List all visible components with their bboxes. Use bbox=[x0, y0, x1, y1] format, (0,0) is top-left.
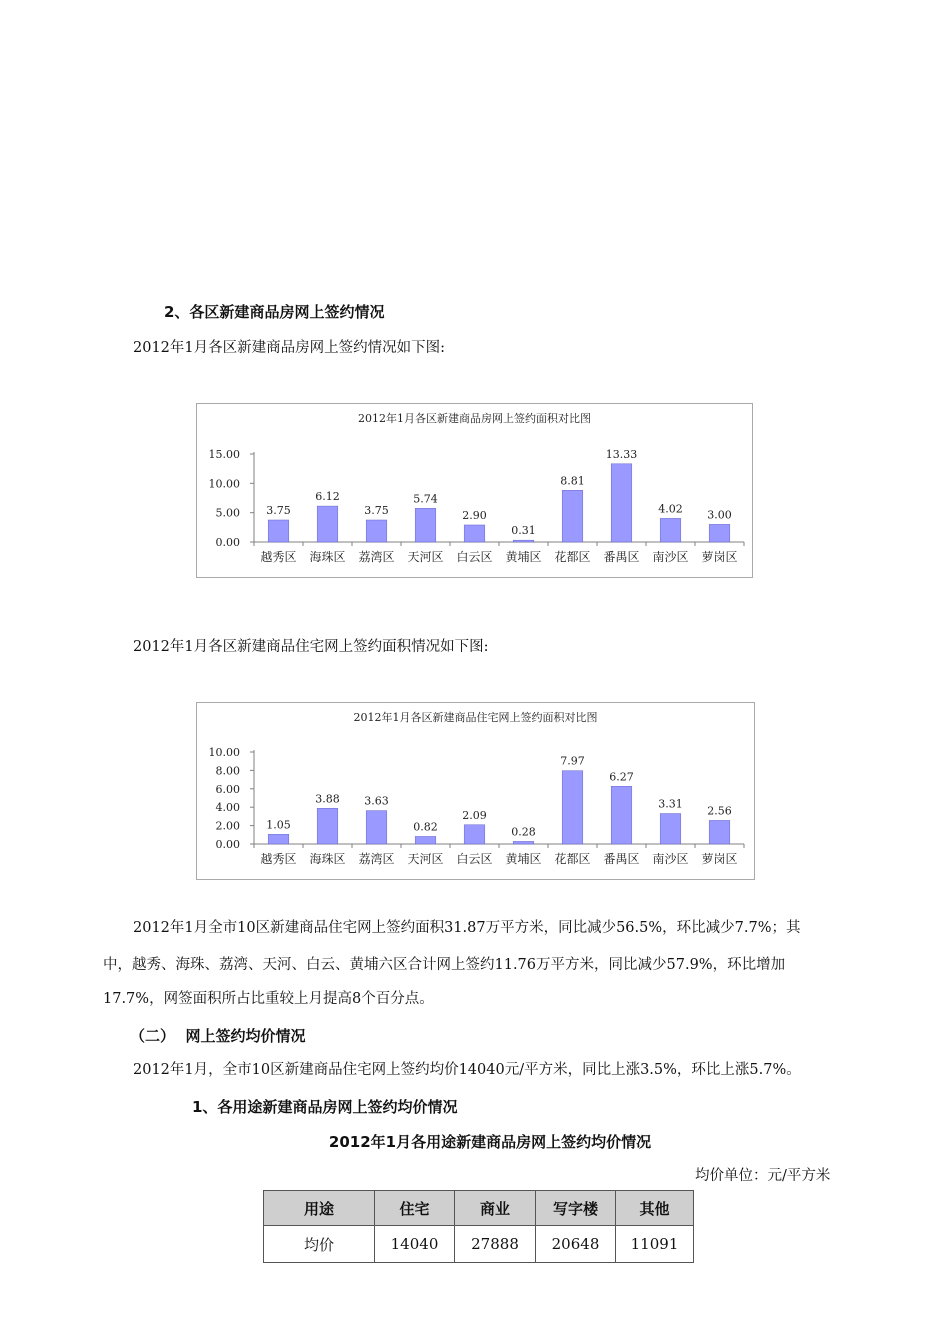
section-heading-2: （二） 网上签约均价情况 bbox=[130, 1027, 306, 1045]
y-tick-label: 8.00 bbox=[215, 764, 240, 778]
data-label: 4.02 bbox=[658, 502, 683, 516]
x-tick-label: 越秀区 bbox=[260, 550, 297, 564]
x-tick-label: 花都区 bbox=[554, 852, 591, 866]
bar-chart-1 bbox=[197, 404, 752, 577]
x-tick-label: 海珠区 bbox=[309, 852, 346, 866]
section-heading: 2、各区新建商品房网上签约情况 bbox=[164, 303, 385, 321]
bar bbox=[660, 518, 681, 542]
y-tick-label: 10.00 bbox=[208, 477, 240, 491]
bar bbox=[562, 490, 583, 542]
table-title: 2012年1月各用途新建商品房网上签约均价情况 bbox=[328, 1133, 652, 1151]
x-tick-label: 番禺区 bbox=[603, 550, 640, 564]
price-table bbox=[263, 1190, 694, 1263]
data-label: 3.31 bbox=[658, 797, 683, 811]
data-label: 7.97 bbox=[560, 754, 585, 768]
y-tick-label: 0.00 bbox=[215, 838, 240, 851]
bar bbox=[562, 771, 583, 844]
data-label: 3.88 bbox=[315, 792, 340, 806]
y-tick-label: 10.00 bbox=[208, 746, 240, 759]
bar-chart-2 bbox=[197, 703, 754, 879]
chart-residential-area bbox=[196, 702, 755, 880]
x-tick-label: 荔湾区 bbox=[358, 852, 395, 866]
data-label: 5.74 bbox=[413, 492, 438, 506]
x-tick-label: 南沙区 bbox=[652, 550, 689, 564]
x-tick-label: 天河区 bbox=[407, 550, 444, 564]
bar bbox=[415, 836, 436, 844]
table-header-cell: 写字楼 bbox=[536, 1191, 616, 1226]
data-label: 13.33 bbox=[605, 447, 638, 461]
bar bbox=[366, 520, 387, 542]
table-header-cell: 住宅 bbox=[375, 1191, 455, 1226]
table-cell: 14040 bbox=[375, 1226, 455, 1263]
data-label: 3.63 bbox=[364, 794, 389, 808]
x-tick-label: 萝岗区 bbox=[701, 852, 738, 866]
y-tick-label: 5.00 bbox=[215, 506, 240, 520]
data-label: 6.12 bbox=[315, 490, 340, 504]
x-tick-label: 花都区 bbox=[554, 550, 591, 564]
data-label: 6.27 bbox=[609, 770, 634, 784]
x-tick-label: 番禺区 bbox=[603, 852, 640, 866]
data-label: 3.00 bbox=[707, 508, 732, 522]
unit-label: 均价单位：元/平方米 bbox=[695, 1168, 831, 1184]
summary-line-3: 17.7%，网签面积所占比重较上月提高8个百分点。 bbox=[103, 991, 434, 1007]
data-label: 8.81 bbox=[560, 474, 585, 488]
table-header-cell: 商业 bbox=[455, 1191, 536, 1226]
data-label: 3.75 bbox=[266, 504, 291, 517]
x-tick-label: 黄埔区 bbox=[505, 852, 542, 866]
table-header-cell: 其他 bbox=[616, 1191, 694, 1226]
table-row bbox=[264, 1226, 694, 1263]
x-tick-label: 黄埔区 bbox=[505, 550, 542, 564]
data-label: 3.75 bbox=[364, 504, 389, 517]
x-tick-label: 海珠区 bbox=[309, 550, 346, 564]
table-header-row bbox=[264, 1191, 694, 1226]
y-tick-label: 0.00 bbox=[215, 536, 240, 549]
chart-title: 2012年1月各区新建商品住宅网上签约面积对比图 bbox=[353, 711, 598, 724]
x-tick-label: 天河区 bbox=[407, 852, 444, 866]
summary-line-1: 2012年1月全市10区新建商品住宅网上签约面积31.87万平方米，同比减少56.5%，环比减少7.7%；其 bbox=[133, 920, 801, 936]
bar bbox=[611, 464, 632, 542]
table-cell: 11091 bbox=[616, 1226, 694, 1263]
bar bbox=[464, 525, 485, 542]
bar bbox=[709, 820, 730, 844]
data-label: 2.56 bbox=[707, 804, 732, 818]
chart-commercial-area bbox=[196, 403, 753, 578]
data-label: 0.82 bbox=[413, 820, 438, 834]
table-cell: 27888 bbox=[455, 1226, 536, 1263]
bar bbox=[660, 814, 681, 844]
data-label: 0.31 bbox=[511, 524, 536, 538]
bar bbox=[268, 520, 289, 542]
bar bbox=[709, 524, 730, 542]
chart-title: 2012年1月各区新建商品房网上签约面积对比图 bbox=[358, 412, 591, 425]
data-label: 0.28 bbox=[511, 825, 536, 839]
bar bbox=[513, 841, 534, 844]
intro-paragraph-1: 2012年1月各区新建商品房网上签约情况如下图: bbox=[133, 340, 446, 356]
x-tick-label: 萝岗区 bbox=[701, 550, 738, 564]
summary-line-2: 中，越秀、海珠、荔湾、天河、白云、黄埔六区合计网上签约11.76万平方米，同比减少57.9%，环比增加 bbox=[103, 957, 786, 973]
x-tick-label: 越秀区 bbox=[260, 852, 297, 866]
subsection-heading: 1、各用途新建商品房网上签约均价情况 bbox=[192, 1098, 458, 1116]
data-label: 1.05 bbox=[266, 818, 291, 832]
bar bbox=[317, 506, 338, 542]
bar bbox=[268, 834, 289, 844]
data-label: 2.90 bbox=[462, 508, 487, 522]
bar bbox=[513, 540, 534, 542]
x-tick-label: 南沙区 bbox=[652, 852, 689, 866]
x-tick-label: 白云区 bbox=[456, 852, 493, 866]
bar bbox=[464, 825, 485, 844]
bar bbox=[317, 808, 338, 844]
y-tick-label: 4.00 bbox=[215, 801, 240, 815]
y-tick-label: 6.00 bbox=[215, 782, 240, 796]
x-tick-label: 荔湾区 bbox=[358, 550, 395, 564]
data-label: 2.09 bbox=[462, 808, 487, 822]
table-cell: 20648 bbox=[536, 1226, 616, 1263]
y-tick-label: 15.00 bbox=[208, 448, 240, 461]
y-tick-label: 2.00 bbox=[215, 819, 240, 833]
bar bbox=[415, 508, 436, 542]
table-cell: 均价 bbox=[264, 1226, 375, 1263]
bar bbox=[611, 786, 632, 844]
price-paragraph: 2012年1月，全市10区新建商品住宅网上签约均价14040元/平方米，同比上涨3.5%，环比上涨5.7%。 bbox=[133, 1062, 801, 1078]
x-tick-label: 白云区 bbox=[456, 550, 493, 564]
intro-paragraph-2: 2012年1月各区新建商品住宅网上签约面积情况如下图: bbox=[133, 639, 489, 655]
bar bbox=[366, 811, 387, 844]
table-header-cell: 用途 bbox=[264, 1191, 375, 1226]
